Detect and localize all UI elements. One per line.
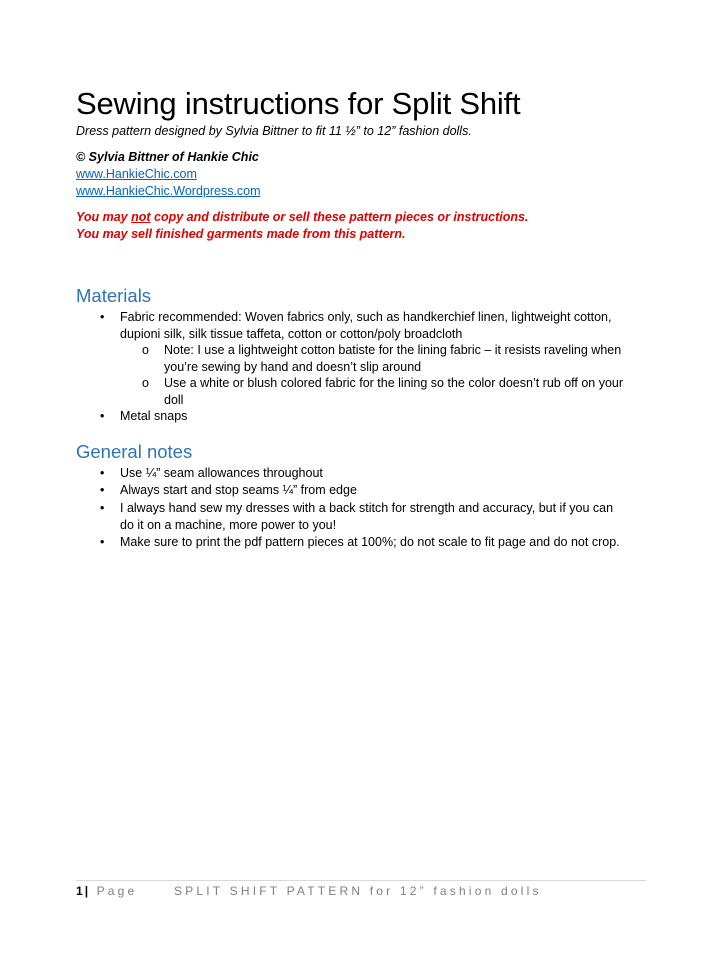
footer-document-title: SPLIT SHIFT PATTERN for 12” fashion dolls [173, 884, 542, 898]
general-notes-heading: General notes [76, 441, 193, 462]
warning-text-pre: You may [76, 210, 132, 224]
footer-separator: | [84, 884, 89, 898]
page-word: Page [96, 884, 138, 898]
sub-bullet-icon: o [142, 376, 149, 390]
footer-divider [76, 880, 646, 881]
copyright-warning-line-2: You may sell finished garments made from this pattern. [76, 227, 406, 241]
materials-item-fabric: Fabric recommended: Woven fabrics only, such as handkerchief linen, lightweight cotton, dupioni silk, silk tissue taffeta, cotton or cotton/poly broadcloth [120, 310, 612, 341]
website-link[interactable]: www.HankieChic.com [76, 167, 197, 181]
materials-subitem-lining-note: Note: I use a lightweight cotton batiste for the lining fabric – it resists raveling when you’re sewing by hand and doesn’t slip around [164, 343, 622, 374]
warning-text-post: copy and distribute or sell these pattern pieces or instructions. [150, 210, 529, 224]
materials-heading: Materials [76, 285, 152, 306]
copyright-notice: © Sylvia Bittner of Hankie Chic [76, 150, 259, 164]
warning-emphasis: not [131, 210, 151, 224]
bullet-icon: • [100, 535, 105, 549]
general-item-print-scale: Make sure to print the pdf pattern pieces at 100%; do not scale to fit page and do not crop. [120, 535, 620, 549]
sub-bullet-icon: o [142, 343, 149, 357]
bullet-icon: • [100, 501, 105, 515]
bullet-icon: • [100, 310, 105, 324]
materials-subitem-lining-color: Use a white or blush colored fabric for the lining so the color doesn’t rub off on your doll [164, 376, 624, 407]
bullet-icon: • [100, 466, 105, 480]
general-item-hand-sew: I always hand sew my dresses with a back stitch for strength and accuracy, but if you can do it on a machine, more power to you! [120, 501, 614, 532]
copyright-warning-line-1 [76, 210, 528, 224]
general-item-start-stop: Always start and stop seams ¼” from edge [120, 483, 357, 497]
page-footer [76, 884, 542, 898]
materials-item-snaps: Metal snaps [120, 409, 188, 423]
document-subtitle: Dress pattern designed by Sylvia Bittner to fit 11 ½” to 12” fashion dolls. [76, 124, 472, 138]
bullet-icon: • [100, 409, 105, 423]
page-number: 1 [76, 884, 83, 898]
bullet-icon: • [100, 483, 105, 497]
blog-link[interactable]: www.HankieChic.Wordpress.com [76, 184, 261, 198]
general-item-seam-allowance: Use ¼” seam allowances throughout [120, 466, 323, 480]
document-title: Sewing instructions for Split Shift [76, 86, 521, 121]
